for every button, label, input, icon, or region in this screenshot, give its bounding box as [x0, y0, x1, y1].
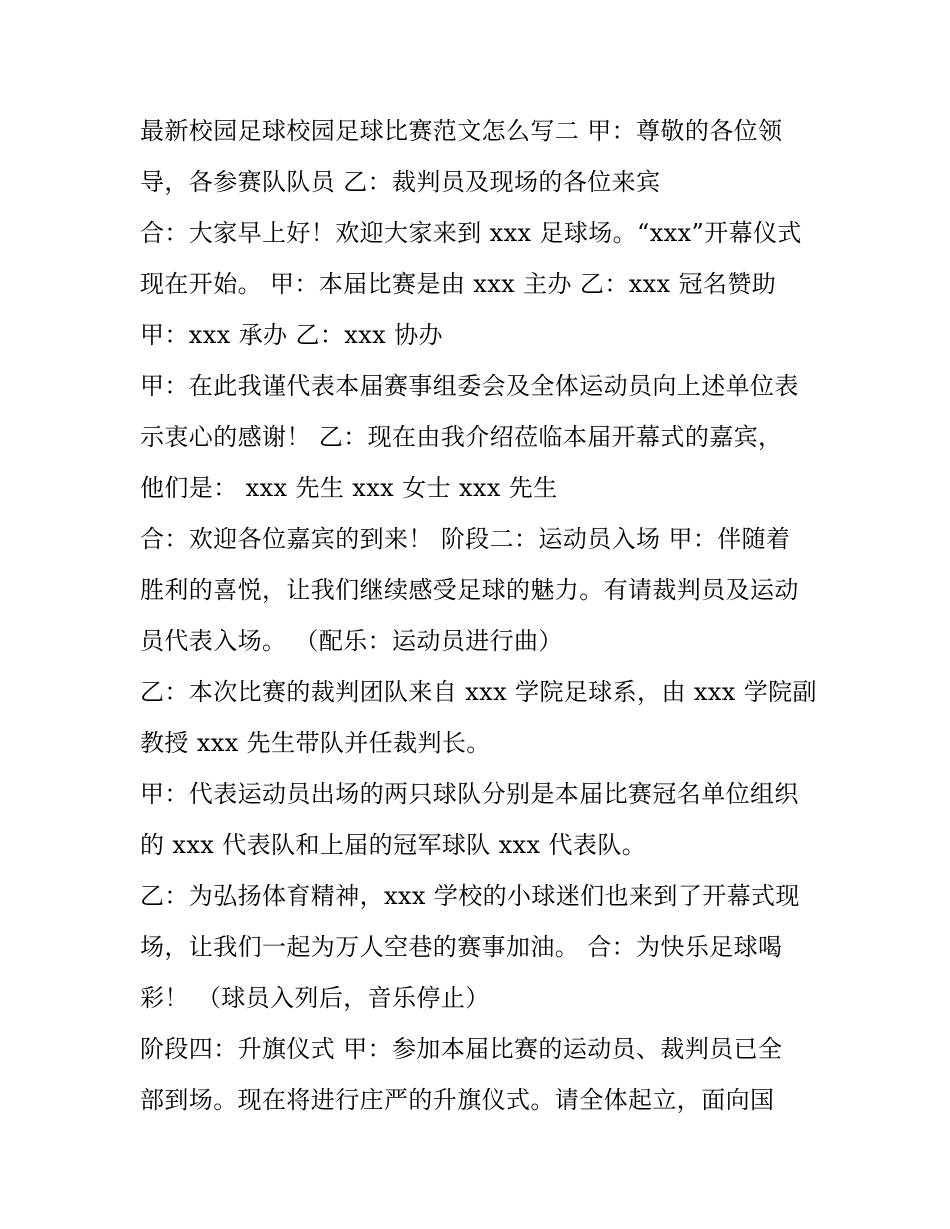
document-body [140, 106, 830, 1126]
text-line-8: 他们是： xxx 先生 xxx 女士 xxx 先生 [140, 474, 558, 502]
text-line-20: 部到场。现在将进行庄严的升旗仪式。请全体起立，面向国 [140, 1086, 775, 1114]
text-line-1: 最新校园足球校园足球比赛范文怎么写二 甲：尊敬的各位领 [140, 117, 783, 145]
text-line-19: 阶段四：升旗仪式 甲：参加本届比赛的运动员、裁判员已全 [140, 1035, 783, 1063]
text-line-6: 甲：在此我谨代表本届赛事组委会及全体运动员向上述单位表 [140, 372, 799, 400]
text-line-18: 彩！ （球员入列后，音乐停止） [140, 984, 490, 1012]
text-line-7: 示衷心的感谢！ 乙：现在由我介绍莅临本届开幕式的嘉宾， [140, 423, 783, 451]
text-line-10: 胜利的喜悦，让我们继续感受足球的魅力。有请裁判员及运动 [140, 576, 799, 604]
text-line-11: 员代表入场。 （配乐：运动员进行曲） [140, 627, 563, 655]
text-line-2: 导，各参赛队队员 乙：裁判员及现场的各位来宾 [140, 168, 661, 196]
text-line-16: 乙：为弘扬体育精神，xxx 学校的小球迷们也来到了开幕式现 [140, 882, 800, 910]
text-line-15: 的 xxx 代表队和上届的冠军球队 xxx 代表队。 [140, 831, 647, 859]
text-line-13: 教授 xxx 先生带队并任裁判长。 [140, 729, 491, 757]
text-line-4: 现在开始。 甲：本届比赛是由 xxx 主办 乙：xxx 冠名赞助 [140, 270, 777, 298]
text-line-14: 甲：代表运动员出场的两只球队分别是本届比赛冠名单位组织 [140, 780, 799, 808]
text-line-5: 甲：xxx 承办 乙：xxx 协办 [140, 321, 443, 349]
text-line-17: 场，让我们一起为万人空巷的赛事加油。 合：为快乐足球喝 [140, 933, 783, 961]
text-line-9: 合：欢迎各位嘉宾的到来！ 阶段二：运动员入场 甲：伴随着 [140, 525, 791, 553]
text-line-3: 合：大家早上好！欢迎大家来到 xxx 足球场。“xxx”开幕仪式 [140, 219, 802, 247]
text-line-12: 乙：本次比赛的裁判团队来自 xxx 学院足球系，由 xxx 学院副 [140, 678, 817, 706]
